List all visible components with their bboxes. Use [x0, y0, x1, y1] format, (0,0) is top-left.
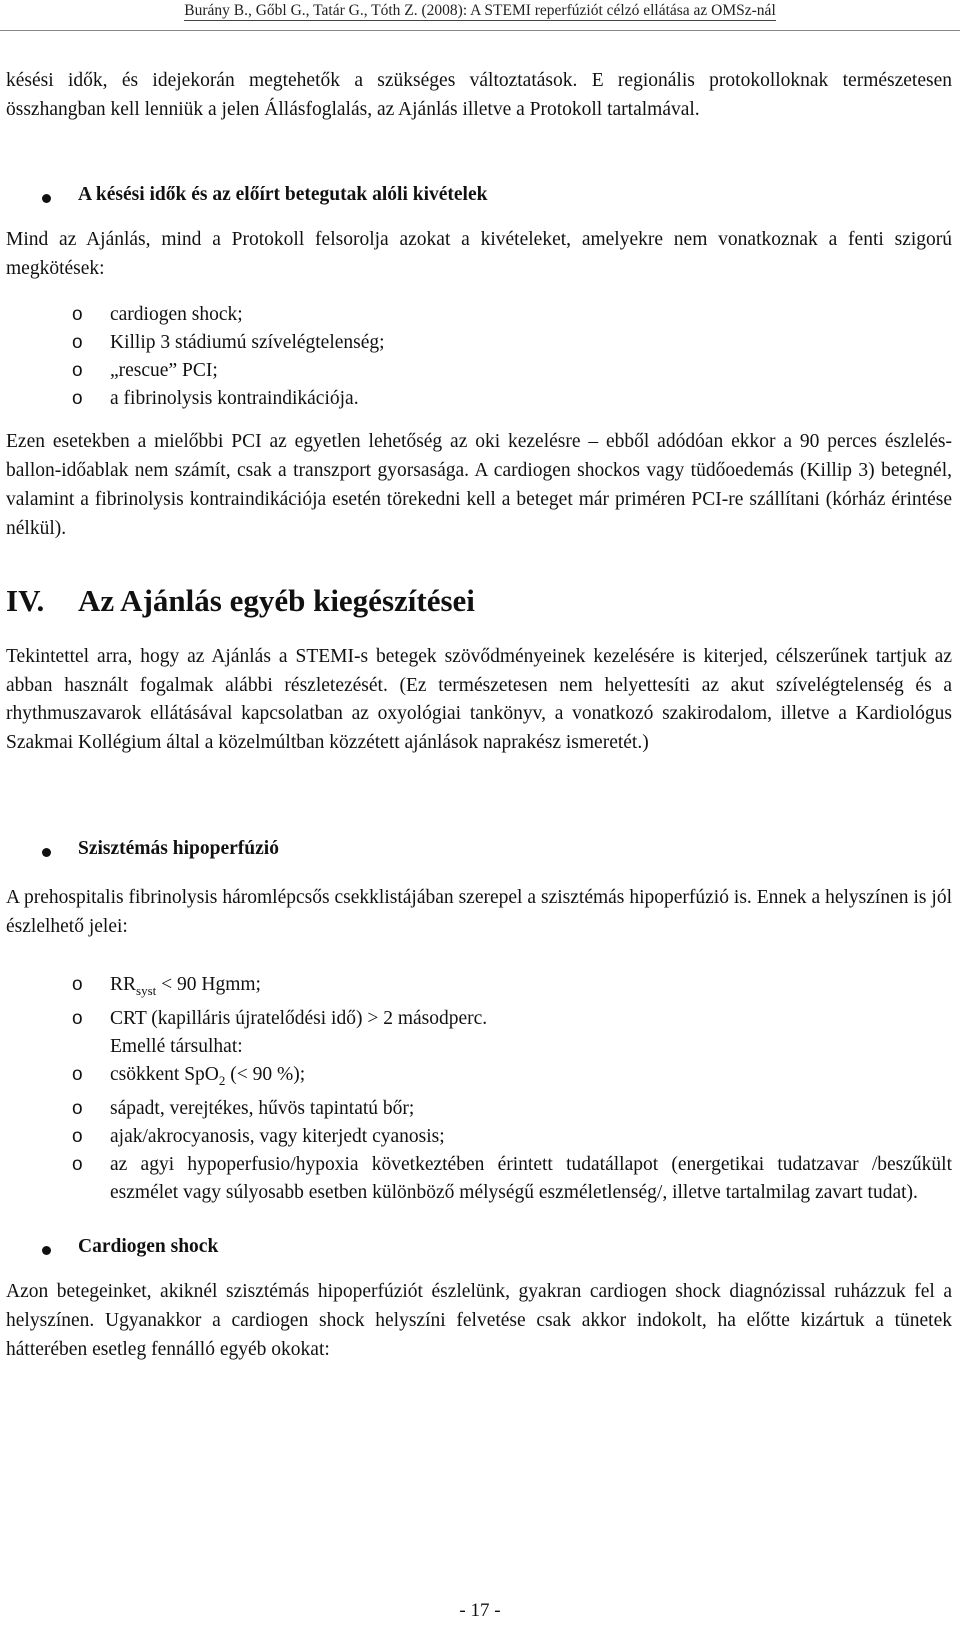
circle-bullet-icon: o — [72, 1007, 83, 1029]
intro-paragraph: késési idők, és idejekorán megtehetők a szükséges változtatások. E regionális protokolloknak természetesen összhangban kell lenniük a jelen Állásfoglalás, az Ajánlás illetve a Protokoll tartalmával. — [6, 70, 952, 120]
bullet-icon — [42, 1246, 51, 1255]
section-iv-title — [6, 581, 952, 621]
list-item: o CRT (kapilláris újratelődési idő) > 2 másodperc. — [6, 1005, 952, 1033]
cardiogenic-shock-heading: Cardiogen shock — [6, 1233, 952, 1261]
page-header-text: Burány B., Gőbl G., Tatár G., Tóth Z. (2008): A STEMI reperfúziót célzó ellátása az OMSz-nál — [184, 2, 776, 19]
section-iv-paragraph: Tekintettel arra, hogy az Ajánlás a STEMI-s betegek szövődményeinek kezelésére is kiterjed, célszerűnek tartjuk az abban használt fogalmak alábbi részletezését. (Ez természetesen nem helyettesíti az akut szívelégtelenség és a rhythmuszavarok ellátásával kapcsolatban az oxyológiai tankönyv, a vonatkozó szakirodalom, illetve a Kardiológus Szakmai Kollégium által a közelmúltban közzétett ajánlások naprakész ismeretét.) — [6, 646, 952, 753]
circle-bullet-icon: o — [72, 304, 83, 325]
page-header — [0, 0, 960, 26]
circle-bullet-icon: o — [72, 974, 83, 995]
hypoperfusion-heading: Szisztémás hipoperfúzió — [6, 835, 952, 863]
hypoperfusion-signs-list — [6, 971, 952, 1033]
hypoperfusion-lead: A prehospitalis fibrinolysis háromlépcsős csekklistájában szerepel a szisztémás hipoperfúzió is. Ennek a helyszínen is jól észlelhető jelei: — [6, 887, 952, 937]
list-item: o az agyi hypoperfusio/hypoxia következtében érintett tudatállapot (energetikai tudatzavar /beszűkült eszmélet vagy súlyosabb esetben különböző mélységű eszméletlenség/, illetve tartalmilag zavart tudat). — [6, 1151, 952, 1207]
header-rule — [0, 30, 960, 31]
list-item: o „rescue” PCI; — [6, 357, 952, 385]
list-item: o a fibrinolysis kontraindikációja. — [6, 385, 952, 413]
exceptions-list — [6, 301, 952, 413]
list-item: o cardiogen shock; — [6, 301, 952, 329]
circle-bullet-icon: o — [72, 1063, 83, 1085]
list-item: o sápadt, verejtékes, hűvös tapintatú bőr; — [6, 1095, 952, 1123]
hypoperfusion-associated-list — [6, 1061, 952, 1207]
page-number: - 17 - — [459, 1600, 501, 1621]
page-content — [6, 66, 952, 1364]
circle-bullet-icon: o — [72, 360, 83, 381]
exceptions-lead: Mind az Ajánlás, mind a Protokoll felsorolja azokat a kivételeket, amelyekre nem vonatkoznak a fenti szigorú megkötések: — [6, 229, 952, 279]
circle-bullet-icon: o — [72, 332, 83, 353]
circle-bullet-icon: o — [72, 1125, 83, 1147]
circle-bullet-icon: o — [72, 1097, 83, 1119]
cardiogenic-shock-paragraph: Azon betegeinket, akiknél szisztémás hipoperfúziót észlelünk, gyakran cardiogen shock diagnózissal ruházzuk fel a helyszínen. Ugyanakkor a cardiogen shock helyszíni felvetése csak akkor indokolt, ha előtte kizártuk a tünetek hátterében esetleg fennálló egyéb okokat: — [6, 1280, 952, 1360]
circle-bullet-icon: o — [72, 388, 83, 409]
exceptions-closing: Ezen esetekben a mielőbbi PCI az egyetlen lehetőség az oki kezelésre – ebből adódóan ekkor a 90 perces észlelés-ballon-időablak nem számít, csak a transzport gyorsasága. A cardiogen shockos vagy tüdőoedemás (Killip 3) betegnél, valamint a fibrinolysis kontraindikációja esetén törekedni kell a beteget már priméren PCI-re szállítani (kórház érintése nélkül). — [6, 431, 952, 539]
circle-bullet-icon: o — [72, 1153, 83, 1175]
list-item: o csökkent SpO$_2$ (< 90 %); — [6, 1061, 952, 1095]
list-item: o ajak/akrocyanosis, vagy kiterjedt cyanosis; — [6, 1123, 952, 1151]
list-item: o $RR_{syst} < 90$ Hgmm; — [6, 971, 952, 1005]
associated-label: Emellé társulhat: — [110, 1035, 243, 1057]
exceptions-heading: A késési idők és az előírt betegutak alóli kivételek — [6, 181, 952, 209]
list-item: o Killip 3 stádiumú szívelégtelenség; — [6, 329, 952, 357]
section-title-text: Az Ajánlás egyéb kiegészítései — [78, 583, 475, 618]
bullet-icon — [42, 848, 51, 857]
section-number: IV. — [6, 583, 45, 618]
bullet-icon — [42, 194, 51, 203]
